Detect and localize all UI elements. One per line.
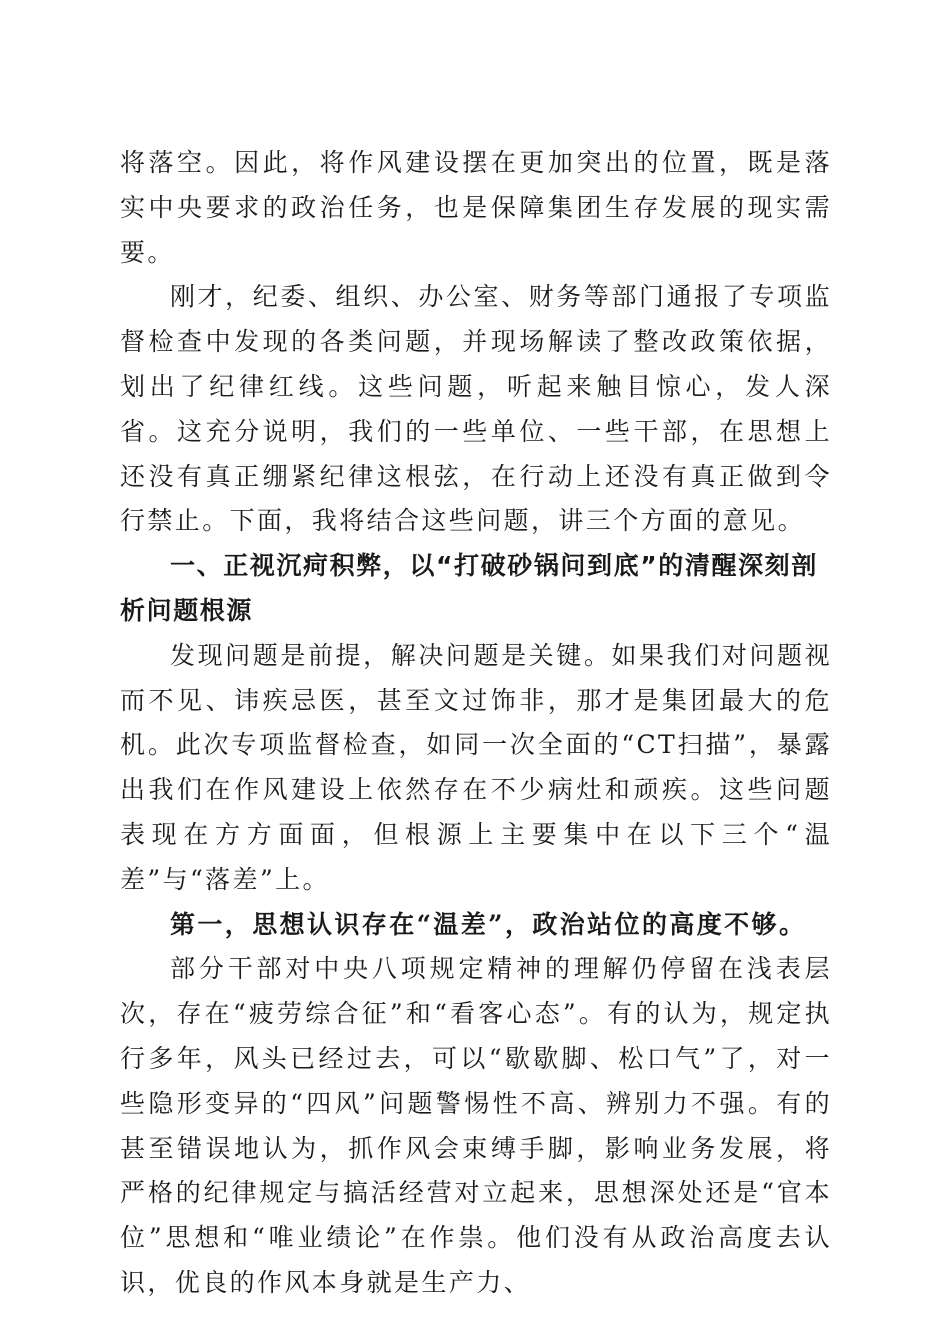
- paragraph-awareness: 部分干部对中央八项规定精神的理解仍停留在浅表层次，存在“疲劳综合征”和“看客心态”。有的认为，规定执行多年，风头已经过去，可以“歇歇脚、松口气”了，对一些隐形变异的“四风”问题警惕性不高、辨别力不强。有的甚至错误地认为，抓作风会束缚手脚，影响业务发展，将严格的纪律规定与搞活经营对立起来，思想深处还是“官本位”思想和“唯业绩论”在作祟。他们没有从政治高度去认识，优良的作风本身就是生产力、: [120, 954, 832, 1297]
- paragraph-problems: 发现问题是前提，解决问题是关键。如果我们对问题视而不见、讳疾忌医，甚至文过饰非，那才是集团最大的危机。此次专项监督检查，如同一次全面的“CT扫描”，暴露出我们在作风建设上依然存在不少病灶和顽疾。这些问题表现在方方面面，但根源上主要集中在以下三个“温差”与“落差”上。: [120, 640, 832, 894]
- section-heading-1: 一、正视沉疴积弊，以“打破砂锅问到底”的清醒深刻剖析问题根源: [120, 551, 818, 625]
- paragraph-continuation: 将落空。因此，将作风建设摆在更加突出的位置，既是落实中央要求的政治任务，也是保障集团生存发展的现实需要。: [120, 148, 832, 267]
- paragraph-briefing: 刚才，纪委、组织、办公室、财务等部门通报了专项监督检查中发现的各类问题，并现场解读了整改政策依据，划出了纪律红线。这些问题，听起来触目惊心，发人深省。这充分说明，我们的一些单位、一些干部，在思想上还没有真正绷紧纪律这根弦，在行动上还没有真正做到令行禁止。下面，我将结合这些问题，讲三个方面的意见。: [120, 282, 832, 536]
- subheading-first: 第一，思想认识存在“温差”，政治站位的高度不够。: [170, 909, 807, 939]
- document-page: [120, 141, 832, 1306]
